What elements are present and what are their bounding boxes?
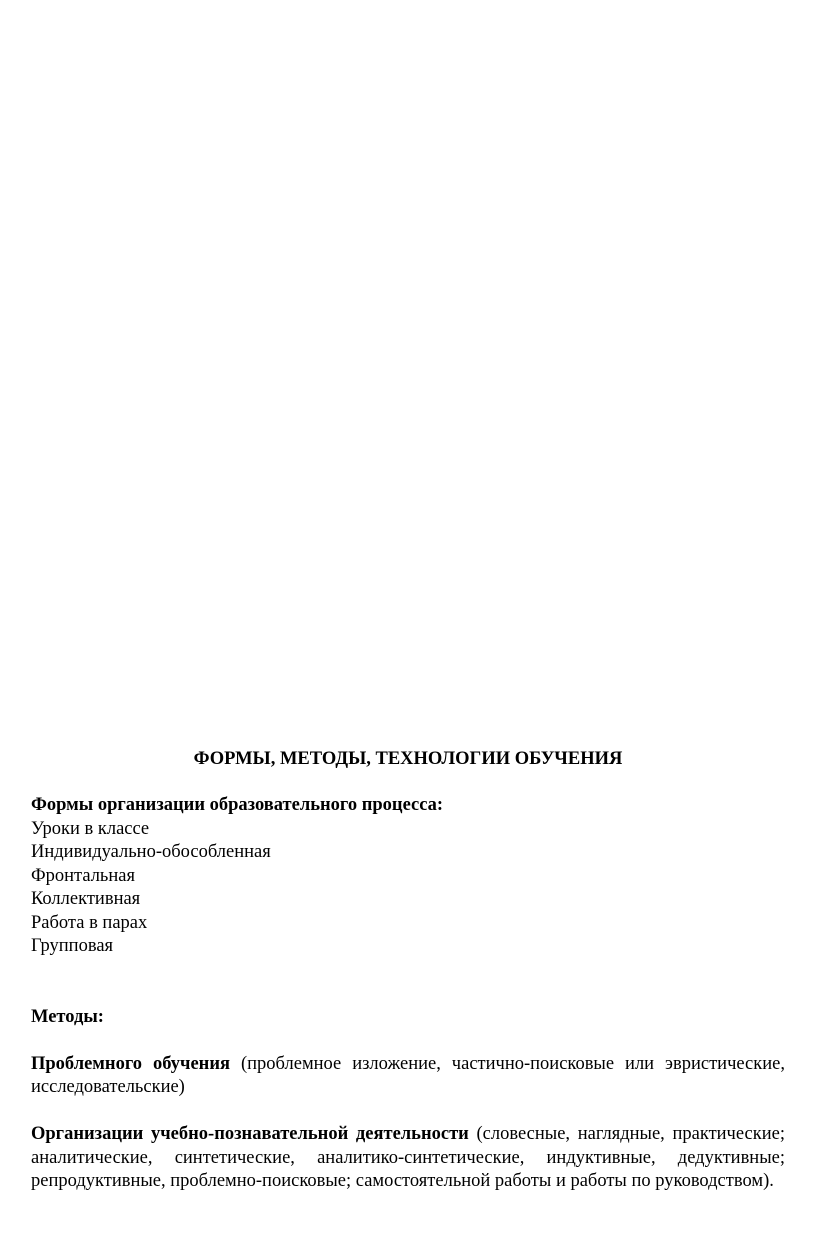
forms-list-item: Работа в парах bbox=[31, 912, 148, 933]
forms-list-item: Коллективная bbox=[31, 889, 141, 909]
forms-list-item: Уроки в классе bbox=[31, 818, 150, 839]
spacer bbox=[31, 1029, 785, 1053]
methods-heading: Методы: bbox=[31, 1006, 104, 1027]
spacer bbox=[31, 959, 785, 1006]
problem-learning-paragraph bbox=[31, 1053, 785, 1100]
learning-activity-description: (словесные, наглядные, практические; аналитические, синтетические, аналитико-синтетические, индуктивные, дедуктивные; репродуктивные, проблемно-поисковые; самостоятельной работы и работы по руководством). bbox=[31, 1124, 785, 1191]
problem-learning-description: (проблемное изложение, частично-поисковые или эвристические, исследовательские) bbox=[31, 1053, 785, 1097]
forms-list bbox=[31, 818, 785, 959]
forms-list-item: Групповая bbox=[31, 936, 114, 956]
learning-activity-term: Организации учебно-познавательной деятельности bbox=[31, 1124, 469, 1144]
document-title: ФОРМЫ, МЕТОДЫ, ТЕХНОЛОГИИ ОБУЧЕНИЯ bbox=[193, 749, 623, 769]
document-content bbox=[31, 794, 785, 1194]
learning-activity-paragraph bbox=[31, 1123, 785, 1194]
forms-list-item: Фронтальная bbox=[31, 865, 135, 886]
forms-list-item: Индивидуально-обособленная bbox=[31, 842, 271, 862]
problem-learning-term: Проблемного обучения bbox=[31, 1053, 231, 1074]
forms-heading: Формы организации образовательного процесса: bbox=[31, 795, 444, 815]
spacer bbox=[31, 1100, 785, 1124]
